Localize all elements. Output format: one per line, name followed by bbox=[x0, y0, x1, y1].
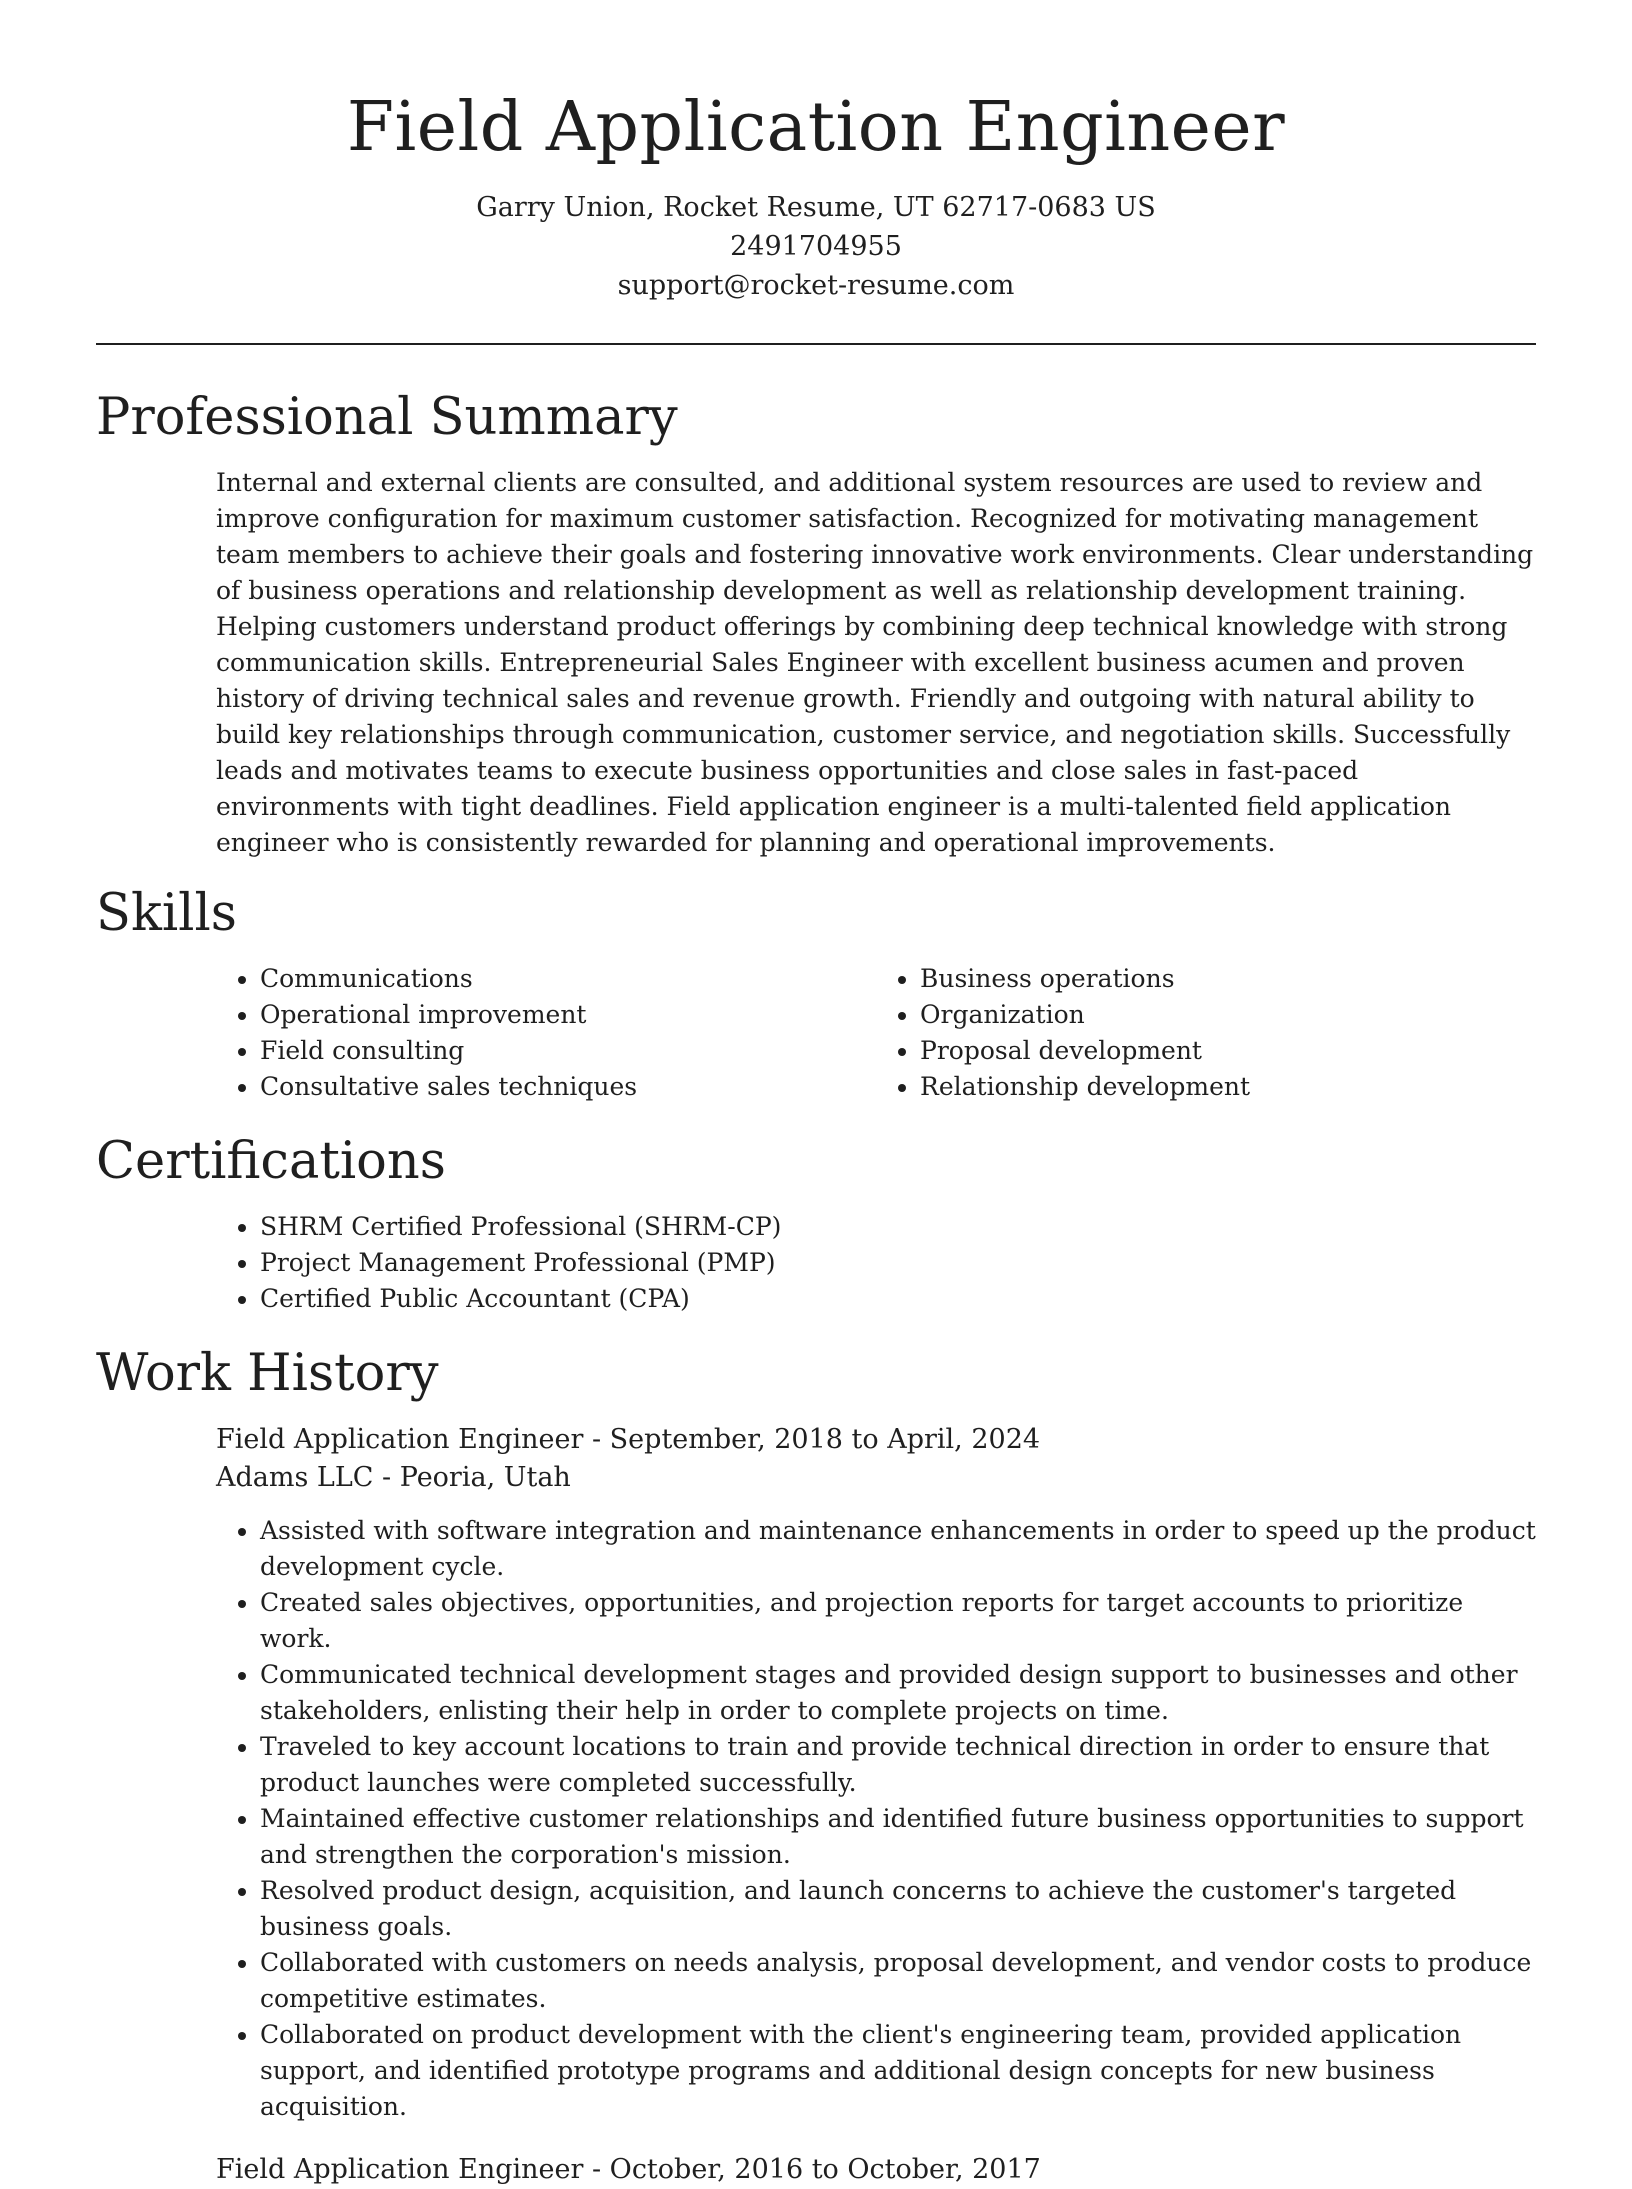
skill-item: • Operational improvement bbox=[260, 997, 876, 1033]
job-title-line bbox=[216, 1421, 1536, 1459]
job-bullet: • Created sales objectives, opportunities, and projection reports for target accounts to prioritize work. bbox=[260, 1585, 1536, 1657]
job-bullet: • Assisted with software integration and maintenance enhancements in order to speed up the product development cycle. bbox=[260, 1513, 1536, 1585]
job-entry bbox=[216, 1421, 1536, 2125]
job-title-line bbox=[216, 2151, 1536, 2189]
summary-heading: Professional Summary bbox=[96, 388, 678, 447]
skill-item: • Consultative sales techniques bbox=[260, 1069, 876, 1105]
job-bullet: • Maintained effective customer relationships and identified future business opportunities to support and strengthen the corporation's mission. bbox=[260, 1801, 1536, 1873]
resume-page bbox=[96, 0, 1536, 2189]
job-dates: - October, 2016 to October, 2017 bbox=[583, 2154, 1041, 2185]
job-title: Field Application Engineer bbox=[216, 2154, 584, 2185]
job-company-line bbox=[216, 1459, 1536, 1497]
skills-section bbox=[96, 881, 1536, 1105]
work-history-section bbox=[96, 1341, 1536, 2189]
certifications-heading: Certifications bbox=[96, 1132, 446, 1191]
job-bullet: • Communicated technical development stages and provided design support to businesses and other stakeholders, enlisting their help in order to complete projects on time. bbox=[260, 1657, 1536, 1729]
contact-email: support@rocket-resume.com bbox=[617, 270, 1015, 301]
skills-column-right bbox=[876, 961, 1536, 1105]
contact-phone: 2491704955 bbox=[730, 231, 902, 262]
summary-text: Internal and external clients are consulted, and additional system resources are used to review and improve configuration for maximum customer satisfaction. Recognized for motivating management team members to achieve their goals and fostering innovative work environments. Clear understanding of business operations and relationship development as well as relationship development training. Helping customers understand product offerings by combining deep technical knowledge with strong communication skills. Entrepreneurial Sales Engineer with excellent business acumen and proven history of driving technical sales and revenue growth. Friendly and outgoing with natural ability to build key relationships through communication, customer service, and negotiation skills. Successfully leads and motivates teams to execute business opportunities and close sales in fast-paced environments with tight deadlines. Field application engineer is a multi-talented field application engineer who is consistently rewarded for planning and operational improvements. bbox=[216, 468, 1534, 857]
job-bullet: • Collaborated with customers on needs analysis, proposal development, and vendor costs to produce competitive estimates. bbox=[260, 1945, 1536, 2017]
skills-heading: Skills bbox=[96, 884, 237, 943]
skill-item: • Organization bbox=[920, 997, 1536, 1033]
skill-item: • Proposal development bbox=[920, 1033, 1536, 1069]
certification-item: • Project Management Professional (PMP) bbox=[260, 1245, 1536, 1281]
job-bullet: • Collaborated on product development with the client's engineering team, provided application support, and identified prototype programs and additional design concepts for new business acquisition. bbox=[260, 2017, 1536, 2125]
header-divider bbox=[96, 343, 1536, 345]
job-bullet: • Traveled to key account locations to train and provide technical direction in order to ensure that product launches were completed successfully. bbox=[260, 1729, 1536, 1801]
summary-section bbox=[96, 385, 1536, 861]
work-history-heading: Work History bbox=[96, 1344, 439, 1403]
certification-item: • Certified Public Accountant (CPA) bbox=[260, 1281, 1536, 1317]
job-dates: - September, 2018 to April, 2024 bbox=[583, 1424, 1041, 1455]
skills-grid bbox=[216, 961, 1536, 1105]
job-company: Adams LLC bbox=[216, 1462, 374, 1493]
job-title: Field Application Engineer bbox=[216, 1424, 584, 1455]
skill-item: • Business operations bbox=[920, 961, 1536, 997]
skill-item: • Relationship development bbox=[920, 1069, 1536, 1105]
skills-column-left bbox=[216, 961, 876, 1105]
resume-title: Field Application Engineer bbox=[346, 88, 1286, 167]
resume-header bbox=[96, 0, 1536, 305]
job-location: - Peoria, Utah bbox=[373, 1462, 571, 1493]
skill-item: • Communications bbox=[260, 961, 876, 997]
job-bullets bbox=[216, 1513, 1536, 2125]
job-bullet: • Resolved product design, acquisition, and launch concerns to achieve the customer's targeted business goals. bbox=[260, 1873, 1536, 1945]
skill-item: • Field consulting bbox=[260, 1033, 876, 1069]
contact-address: Garry Union, Rocket Resume, UT 62717-0683 US bbox=[476, 192, 1156, 223]
job-entry bbox=[216, 2151, 1536, 2189]
certification-item: • SHRM Certified Professional (SHRM-CP) bbox=[260, 1209, 1536, 1245]
certifications-list bbox=[216, 1209, 1536, 1317]
contact-block bbox=[96, 188, 1536, 305]
certifications-section bbox=[96, 1129, 1536, 1317]
